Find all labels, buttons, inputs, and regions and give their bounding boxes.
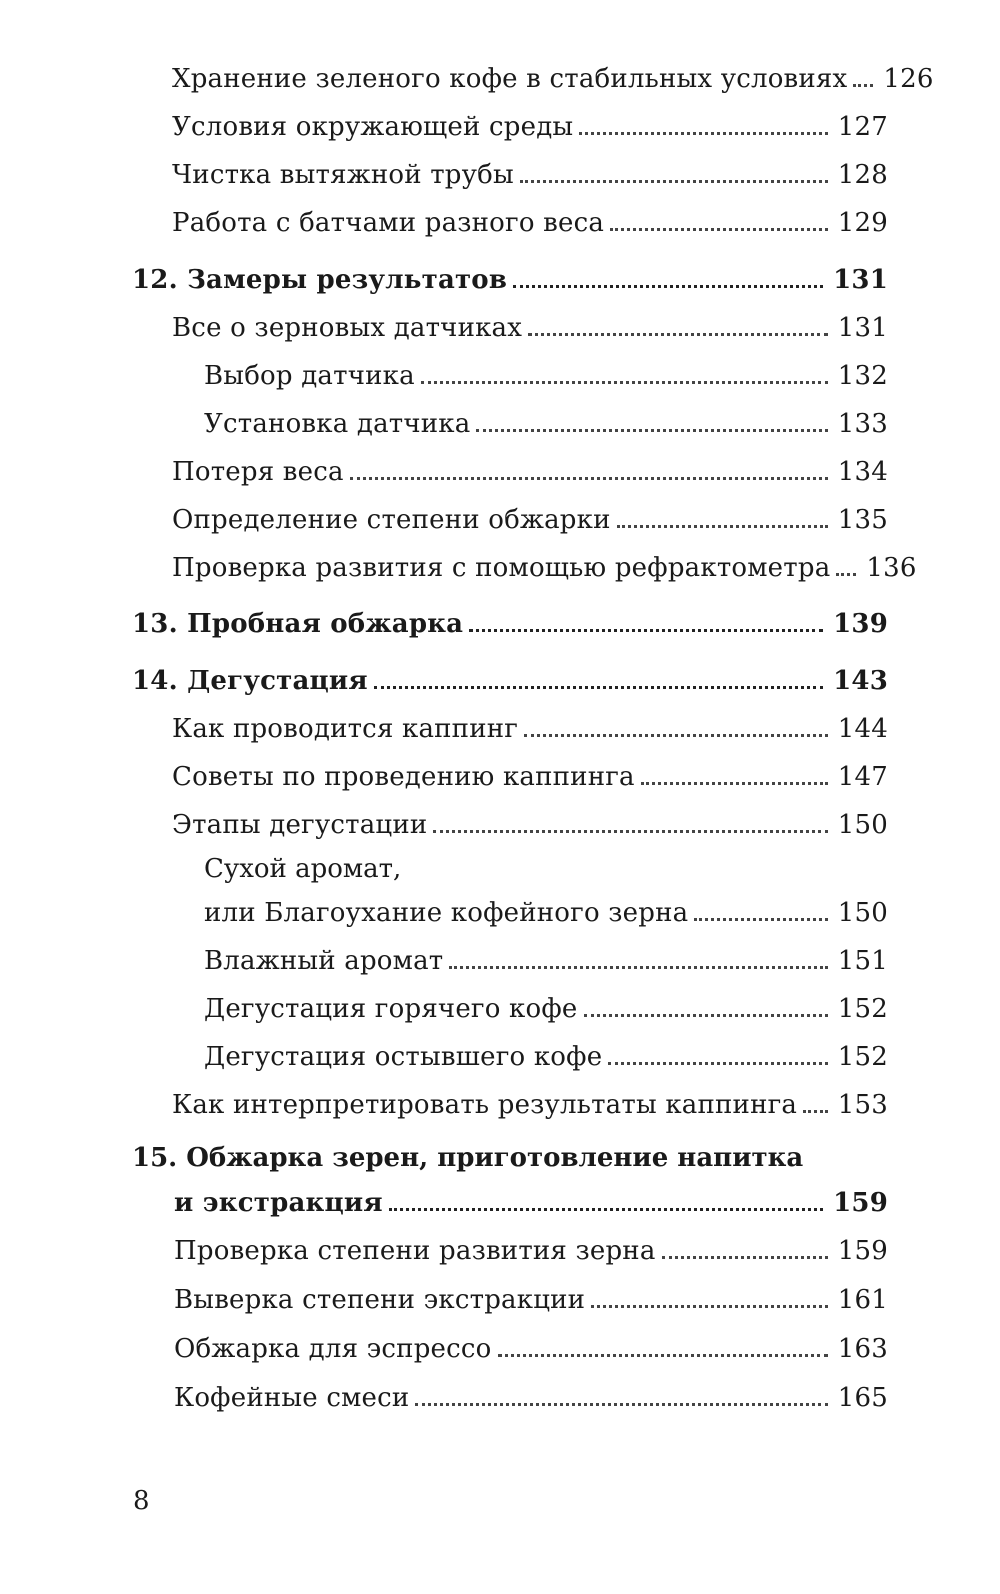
toc-subentry[interactable] (204, 345, 888, 393)
toc-entry[interactable] (172, 96, 888, 144)
leader-dots (579, 131, 827, 135)
toc-entry[interactable] (172, 192, 888, 240)
leader-dots (415, 1402, 827, 1406)
toc-entry[interactable] (172, 489, 888, 537)
leader-dots (836, 572, 856, 576)
leader-dots (433, 829, 827, 833)
toc-entry[interactable] (174, 1367, 888, 1415)
toc-subentry[interactable] (204, 1026, 888, 1074)
toc-entry[interactable] (172, 441, 888, 489)
toc-entry-page: 147 (837, 762, 888, 792)
leader-dots (524, 733, 828, 737)
toc-entry-page: 134 (837, 457, 888, 487)
leader-dots (803, 1109, 828, 1113)
toc-entry-title: Советы по проведению каппинга (172, 762, 635, 792)
toc-entry-page: 135 (837, 505, 888, 535)
toc-entry-page: 152 (837, 1042, 888, 1072)
toc-entry-page: 163 (837, 1334, 888, 1364)
toc-entry-title: Хранение зеленого кофе в стабильных условиях (172, 64, 848, 94)
toc-chapter-title: 13. Пробная обжарка (132, 609, 464, 639)
toc-entry-page: 152 (837, 994, 888, 1024)
toc-entry-page: 126 (883, 64, 934, 94)
toc-chapter-title: 14. Дегустация (132, 666, 368, 696)
toc-entry-title: Как проводится каппинг (172, 714, 519, 744)
toc-chapter-title: 12. Замеры результатов (132, 265, 508, 295)
toc-chapter[interactable] (132, 650, 888, 698)
toc-entry-title: Проверка степени развития зерна (174, 1236, 656, 1266)
toc-entry-page: 129 (837, 208, 888, 238)
toc-entry-title: Работа с батчами разного веса (172, 208, 605, 238)
toc-entry-page: 150 (837, 810, 888, 840)
leader-dots (449, 965, 827, 969)
toc-entry-title: Как интерпретировать результаты каппинга (172, 1090, 798, 1120)
toc-entry-page: 165 (837, 1383, 888, 1413)
toc-entry-page: 153 (837, 1090, 888, 1120)
toc-chapter-title-line1: 15. Обжарка зерен, приготовление напитка (132, 1143, 804, 1173)
toc-entry-title: Чистка вытяжной трубы (172, 160, 514, 190)
toc-chapter-page: 143 (833, 666, 888, 696)
toc-entry-page: 131 (837, 313, 888, 343)
toc-subentry[interactable] (204, 978, 888, 1026)
toc-entry-title: Дегустация горячего кофе (204, 994, 578, 1024)
leader-dots (608, 1061, 827, 1065)
leader-dots (389, 1207, 823, 1211)
toc-entry-title: Кофейные смеси (174, 1383, 410, 1413)
leader-dots (374, 685, 823, 689)
leader-dots (853, 83, 873, 87)
toc-entry-page: 128 (837, 160, 888, 190)
leader-dots (591, 1304, 828, 1308)
toc-entry-title: Выверка степени экстракции (174, 1285, 586, 1315)
toc-entry[interactable] (174, 1220, 888, 1268)
toc-entry[interactable] (172, 537, 917, 585)
toc-entry[interactable] (174, 1318, 888, 1366)
leader-dots (694, 917, 827, 921)
toc-entry-title: Влажный аромат (204, 946, 444, 976)
page-number: 8 (133, 1486, 150, 1516)
toc-entry-page: 127 (837, 112, 888, 142)
toc-entry-title: Обжарка для эспрессо (174, 1334, 492, 1364)
toc-entry-title: или Благоухание кофейного зерна (204, 898, 689, 928)
toc-entry[interactable] (172, 48, 934, 96)
toc-entry-page: 133 (837, 409, 888, 439)
toc-entry-title: Этапы дегустации (172, 810, 428, 840)
toc-entry[interactable] (172, 1074, 888, 1122)
leader-dots (469, 628, 823, 632)
toc-entry-page: 150 (837, 898, 888, 928)
toc-entry[interactable] (172, 746, 888, 794)
toc-entry-page: 136 (866, 553, 917, 583)
toc-entry-title: Выбор датчика (204, 361, 415, 391)
toc-entry-title: Потеря веса (172, 457, 344, 487)
leader-dots (513, 284, 823, 288)
toc-entry-title: Определение степени обжарки (172, 505, 611, 535)
toc-subentry[interactable] (204, 930, 888, 978)
toc-entry[interactable] (174, 1269, 888, 1317)
toc-entry[interactable] (172, 297, 888, 345)
toc-chapter-page: 159 (833, 1188, 888, 1218)
leader-dots (617, 524, 828, 528)
toc-entry-page: 161 (837, 1285, 888, 1315)
toc-entry-title: Установка датчика (204, 409, 471, 439)
toc-chapter[interactable] (132, 593, 888, 641)
leader-dots (520, 179, 828, 183)
toc-entry-page: 151 (837, 946, 888, 976)
toc-chapter[interactable] (132, 249, 888, 297)
toc-entry[interactable] (172, 794, 888, 842)
toc-entry-page: 132 (837, 361, 888, 391)
toc-chapter-title: и экстракция (174, 1188, 383, 1218)
leader-dots (498, 1353, 828, 1357)
toc-entry-title: Проверка развития с помощью рефрактометра (172, 553, 831, 583)
leader-dots (421, 380, 828, 384)
toc-entry-title: Условия окружающей среды (172, 112, 574, 142)
toc-chapter[interactable] (174, 1172, 888, 1220)
leader-dots (476, 428, 827, 432)
leader-dots (662, 1255, 828, 1259)
toc-subentry[interactable] (204, 882, 888, 930)
toc-subentry[interactable] (204, 393, 888, 441)
toc-entry[interactable] (172, 698, 888, 746)
leader-dots (641, 781, 828, 785)
toc-entry-title-line1: Сухой аромат, (204, 854, 402, 884)
leader-dots (610, 227, 828, 231)
leader-dots (350, 476, 828, 480)
toc-entry[interactable] (172, 144, 888, 192)
leader-dots (528, 332, 828, 336)
toc-entry-page: 159 (837, 1236, 888, 1266)
toc-entry-title: Все о зерновых датчиках (172, 313, 523, 343)
toc-entry-title: Дегустация остывшего кофе (204, 1042, 603, 1072)
toc-entry-page: 144 (837, 714, 888, 744)
toc-chapter-page: 131 (833, 265, 888, 295)
toc-chapter-page: 139 (833, 609, 888, 639)
leader-dots (584, 1013, 828, 1017)
